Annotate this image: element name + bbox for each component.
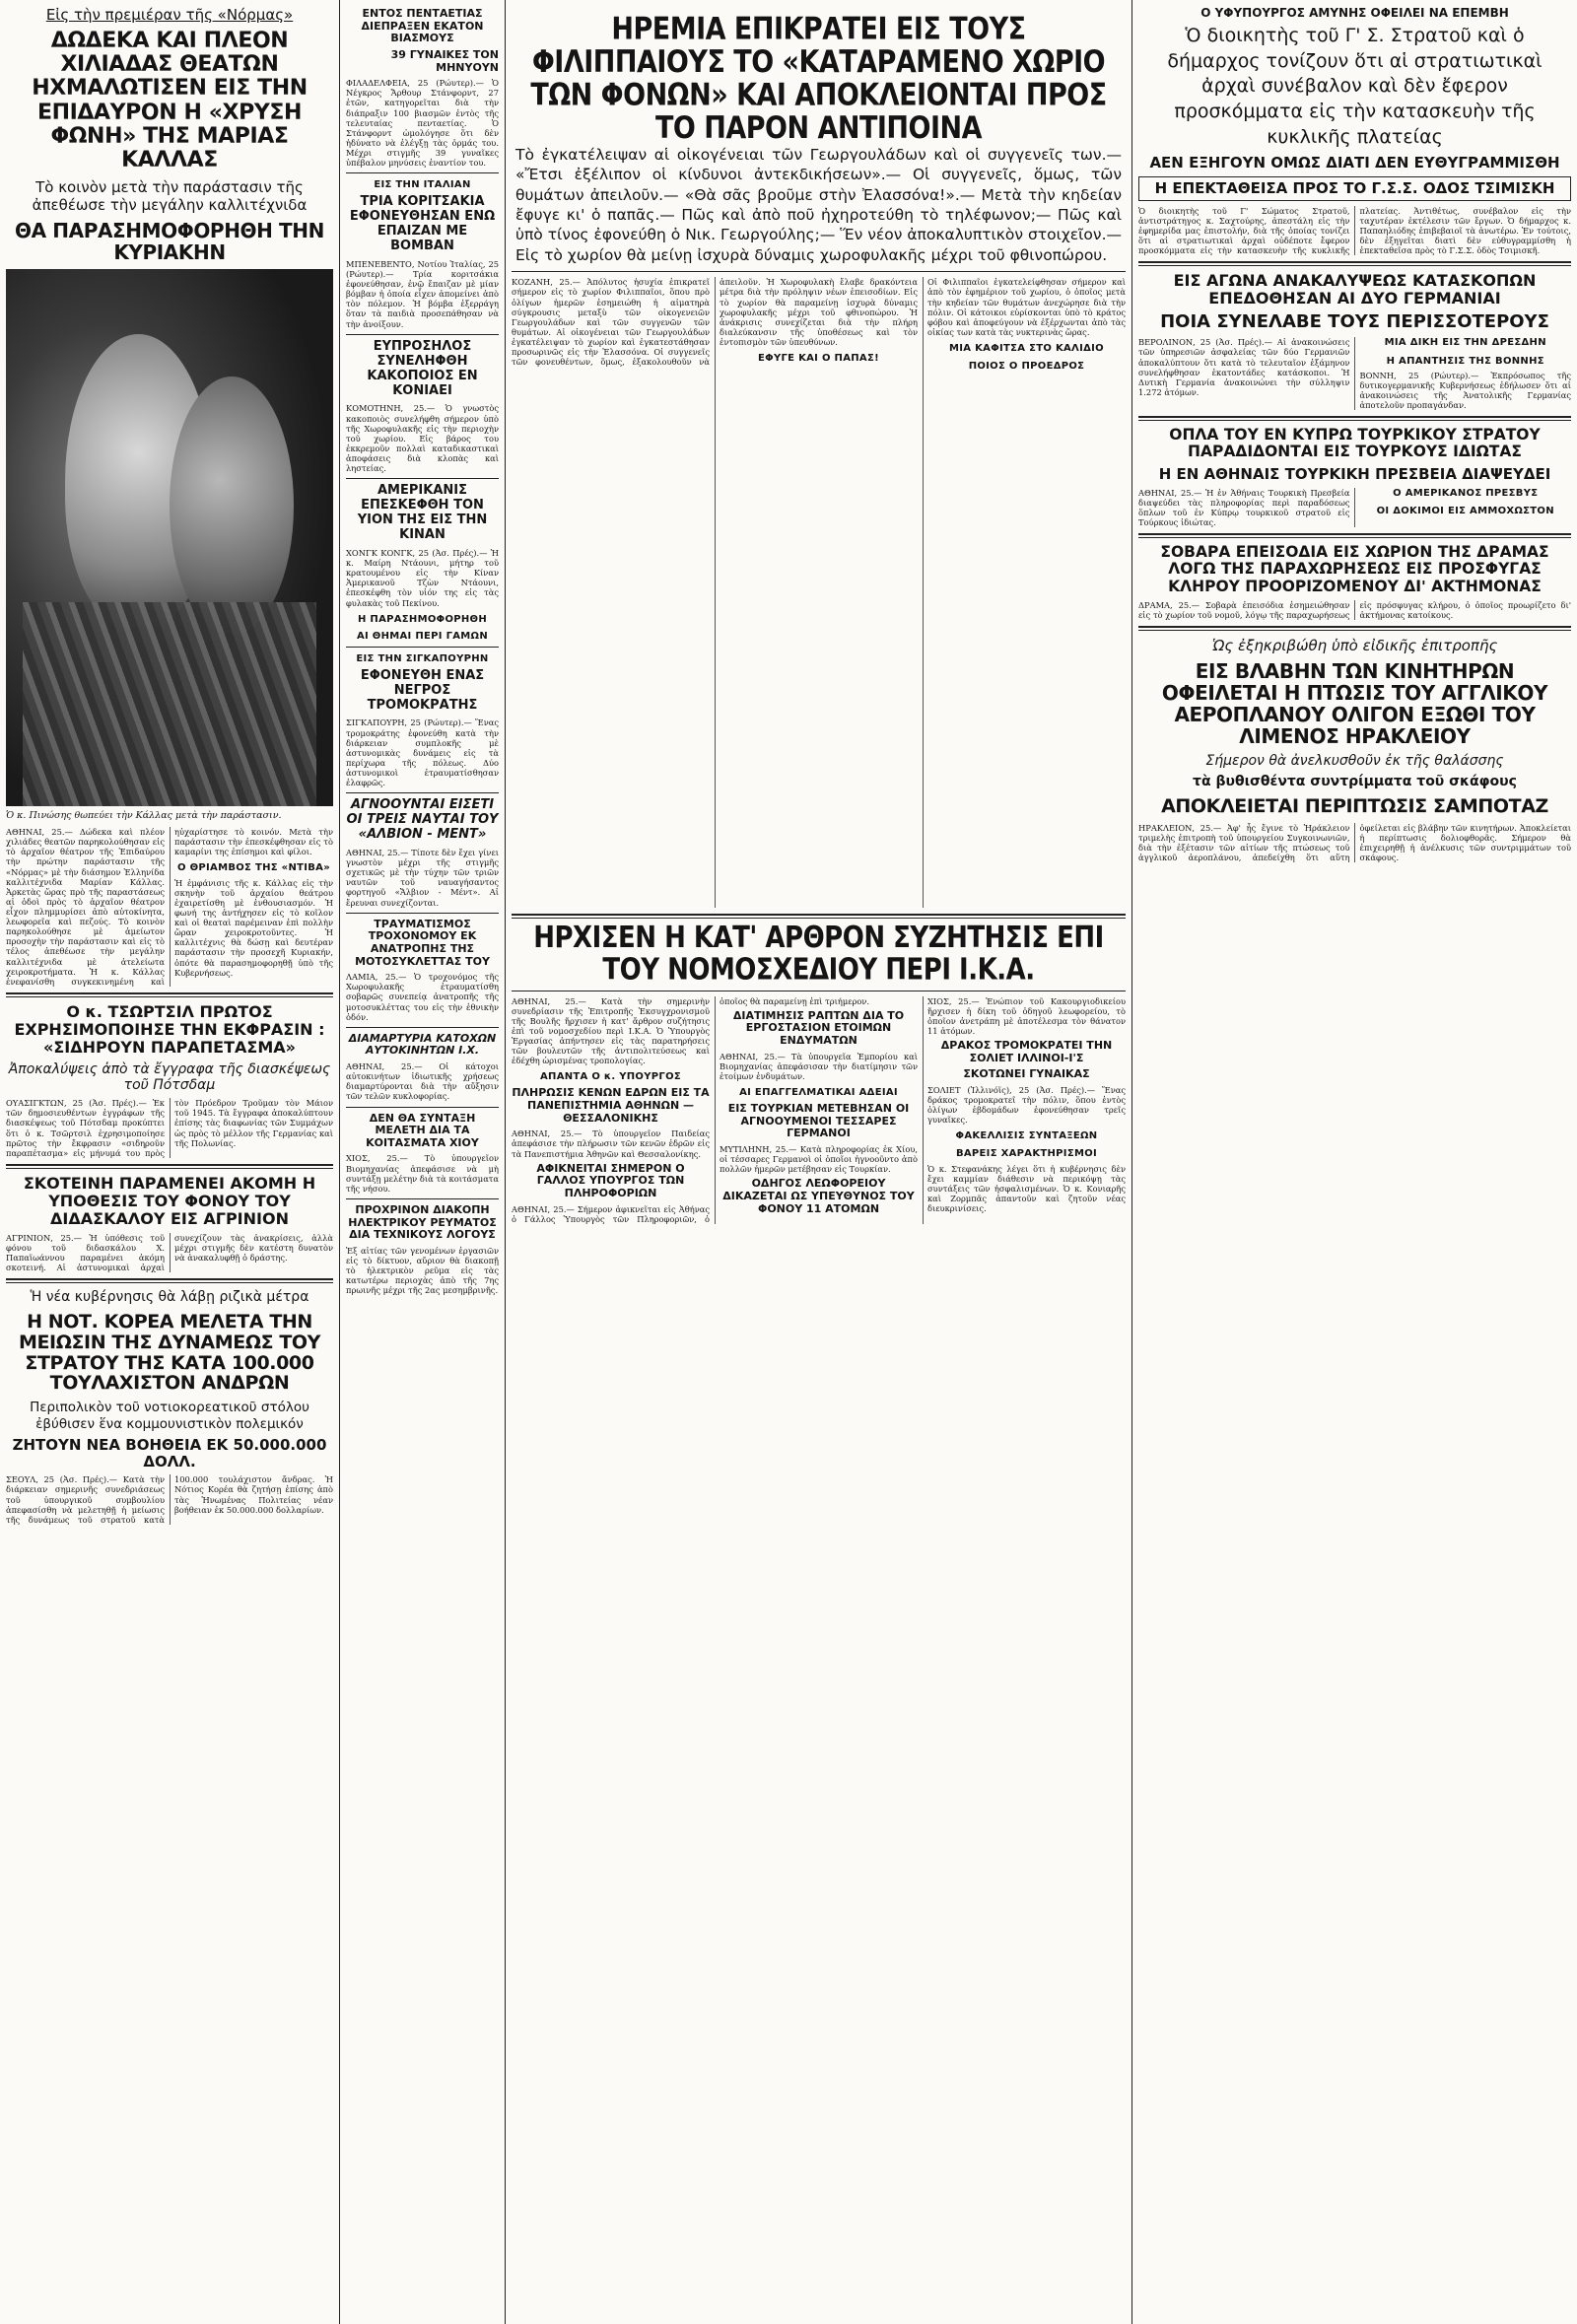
licenses-subhead: ΑΙ ΕΠΑΓΓΕΛΜΑΤΙΚΑΙ ΑΔΕΙΑΙ <box>739 1086 898 1098</box>
korea-deck: Περιπολικὸν τοῦ νοτιοκορεατικοῦ στόλου ἐβύθισεν ἕνα κομμουνιστικὸν πολεμικόν <box>30 1400 309 1432</box>
divider <box>512 271 1126 272</box>
rape-body: ΦΙΛΑΔΕΛΦΕΙΑ, 25 (Ρώυτερ).— Ὁ Νέγκρος Ἄρθουρ Στάνφορντ, 27 ἐτῶν, κατηγορεῖται διὰ τὴν διάπραξιν 100 βιασμῶν ἐντὸς τῆς τελευταίας πενταετίας. Ὁ Στάνφορντ ὡμολόγησε ὅτι δὲν ἠδύνατο νὰ ἐλέγξῃ τὰς ὁρμάς του. Μέχρι στιγμῆς 39 γυναῖκες ὑπέβαλον μηνύσεις ἐναντίον του. <box>346 78 499 169</box>
philippaioi-body: ΚΟΖΑΝΗ, 25.— Ἀπόλυτος ἡσυχία ἐπικρατεῖ σήμερον εἰς τὸ χωρίον Φιλιππαῖοι, ὅπου πρὸ ὀλίγων ἡμερῶν ἐσημειώθη ἡ αἱματηρὰ σύγκρουσις μεταξὺ τῶν οἰκογενειῶν Γεωργουλάδων καὶ τῶν συγγενῶν τῶν θυμάτων. Αἱ οἰκογένειαι τῶν Γεωργουλάδων ἐγκατέλειψαν τὸ χωρίον καὶ ἐγκατεστάθησαν προσωρινῶς εἰς τὴν Ἐλασσόνα. Οἱ συγγενεῖς τῶν φονευθέντων, ὅμως, ἐξακολουθοῦν νὰ ἀπειλοῦν. Ἡ Χωροφυλακὴ ἔλαβε δρακόντεια μέτρα διὰ τὴν πρόληψιν νέων ἐπεισοδίων. Εἰς τὸ χωρίον θὰ παραμείνῃ ἰσχυρὰ δύναμις χωροφυλακῆς μέχρι τοῦ φθινοπώρου. Ἡ ἀνάκρισις συνεχίζεται διὰ τὴν πλήρη διαλεύκανσιν τῆς ὑποθέσεως καὶ τὸν ἐντοπισμὸν τῶν ὑπευθύνων. <box>512 277 918 368</box>
defense-kicker: Ο ΥΦΥΠΟΥΡΓΟΣ ΑΜΥΝΗΣ ΟΦΕΙΛΕΙ ΝΑ ΕΠΕΜΒΗ <box>1200 6 1509 20</box>
divider <box>6 1278 333 1283</box>
drama-body: ΔΡΑΜΑ, 25.— Σοβαρὰ ἐπεισόδια ἐσημειώθησαν εἰς τὸ χωρίον τοῦ νομοῦ, λόγῳ τῆς παραχωρήσεως εἰς πρόσφυγας κλήρου, ὁ ὁποῖος προωρίζετο δι' ἀκτήμονας κατοίκους. <box>1138 600 1571 621</box>
philippaioi-article <box>512 277 1126 908</box>
plane-headline: ΕΙΣ ΒΛΑΒΗΝ ΤΩΝ ΚΙΝΗΤΗΡΩΝ ΟΦΕΙΛΕΤΑΙ Η ΠΤΩΣΙΣ ΤΟΥ ΑΓΓΛΙΚΟΥ ΑΕΡΟΠΛΑΝΟΥ ΟΛΙΓΟΝ ΕΞΩΘΙ ΤΟΥ ΛΙΜΕΝΟΣ ΗΡΑΚΛΕΙΟΥ <box>1161 659 1548 749</box>
tsimiski-article <box>1138 206 1571 256</box>
agrinion-body: ΑΓΡΙΝΙΟΝ, 25.— Ἡ ὑπόθεσις τοῦ φόνου τοῦ διδασκάλου Χ. Παπαϊωάννου παραμένει ἀκόμη σκοτεινή. Αἱ ἀστυνομικαὶ ἀρχαὶ συνεχίζουν τὰς ἀνακρίσεις, ἀλλὰ μέχρι στιγμῆς δὲν κατέστη δυνατὸν νὰ ἀνακαλυφθῇ ὁ δράστης. <box>6 1232 333 1272</box>
ika-article <box>512 996 1126 1224</box>
photo-figure-man <box>170 376 294 635</box>
divider <box>1138 416 1571 421</box>
divider <box>512 914 1126 919</box>
divider <box>346 334 499 335</box>
agrinion-headline: ΣΚΟΤΕΙΝΗ ΠΑΡΑΜΕΝΕΙ ΑΚΟΜΗ Η ΥΠΟΘΕΣΙΣ ΤΟΥ ΦΟΝΟΥ ΤΟΥ ΔΙΔΑΣΚΑΛΟΥ ΕΙΣ ΑΓΡΙΝΙΟΝ <box>23 1173 316 1228</box>
priest-subhead: ΕΦΥΓΕ ΚΑΙ Ο ΠΑΠΑΣ! <box>758 353 879 365</box>
churchill-deck: Ἀποκαλύψεις ἀπὸ τὰ ἔγγραφα τῆς διασκέψεως τοῦ Πότσδαμ <box>8 1060 331 1094</box>
spies-headline-2: ΠΟΙΑ ΣΥΝΕΛΑΒΕ ΤΟΥΣ ΠΕΡΙΣΣΟΤΕΡΟΥΣ <box>1160 311 1549 333</box>
churchill-body: ΟΥΑΣΙΓΚΤΩΝ, 25 (Ἀσ. Πρές).— Ἐκ τῶν δημοσιευθέντων ἐγγράφων τῆς διασκέψεως τοῦ Πότσδαμ προκύπτει ὅτι ὁ κ. Τσῶρτσιλ ἐχρησιμοποίησε πρῶτος τὴν ἔκφρασιν «σιδηροῦν παραπέτασμα» εἰς μήνυμά του πρὸς τὸν Πρόεδρον Τροῦμαν τὸν Μάιον τοῦ 1945. Τὰ ἔγγραφα ἀποκαλύπτουν ἐπίσης τὰς διαφωνίας τῶν Συμμάχων ὡς πρὸς τὸ μέλλον τῆς Γερμανίας καὶ τῆς Πολωνίας. <box>6 1098 333 1158</box>
french-minister-headline: ΑΦΙΚΝΕΙΤΑΙ ΣΗΜΕΡΟΝ Ο ΓΑΛΛΟΣ ΥΠΟΥΡΓΟΣ ΤΩΝ ΠΛΗΡΟΦΟΡΙΩΝ <box>536 1161 685 1199</box>
traffic-body: ΛΑΜΙΑ, 25.— Ὁ τροχονόμος τῆς Χωροφυλακῆς ἐτραυματίσθη σοβαρῶς συνεπείᾳ ἀνατροπῆς τῆς μοτοσυκλέττας του εἰς τὴν ἐθνικὴν ὁδόν. <box>346 972 499 1022</box>
drama-article <box>1138 600 1571 620</box>
cyprus-article <box>1138 488 1571 527</box>
tsimiski-headline: ΑΕΝ ΕΞΗΓΟΥΝ ΟΜΩΣ ΔΙΑΤΙ ΔΕΝ ΕΥΘΥΓΡΑΜΜΙΣΘΗ <box>1149 154 1560 172</box>
korea-aid-headline: ΖΗΤΟΥΝ ΝΕΑ ΒΟΗΘΕΙΑ ΕΚ 50.000.000 ΔΟΛΛ. <box>12 1435 327 1470</box>
divider <box>346 1198 499 1199</box>
plane-kicker: Ὡς ἐξηκριβώθη ὑπὸ εἰδικῆς ἐπιτροπῆς <box>1211 637 1498 655</box>
car-owners-body: ΑΘΗΝΑΙ, 25.— Οἱ κάτοχοι αὐτοκινήτων ἰδιωτικῆς χρήσεως διαμαρτύρονται διὰ τὴν αὔξησιν τῶν τελῶν κυκλοφορίας. <box>346 1061 499 1102</box>
divider <box>1138 533 1571 538</box>
characterizations-subhead: ΒΑΡΕΙΣ ΧΑΡΑΚΤΗΡΙΣΜΟΙ <box>955 1148 1098 1160</box>
churchill-headline: Ο κ. ΤΣΩΡΤΣΙΛ ΠΡΩΤΟΣ ΕΧΡΗΣΙΜΟΠΟΙΗΣΕ ΤΗΝ ΕΚΦΡΑΣΙΝ : «ΣΙΔΗΡΟΥΝ ΠΑΡΑΠΕΤΑΣΜΑ» <box>14 1001 325 1057</box>
chios-body: ΧΙΟΣ, 25.— Τὸ ὑπουργεῖον Βιομηχανίας ἀπεφάσισε νὰ μὴ συντάξῃ μελέτην διὰ τὰ κοιτάσματα τῆς νήσου. <box>346 1153 499 1194</box>
agrinion-article <box>6 1233 333 1272</box>
philippaioi-body-2: Οἱ Φιλιππαῖοι ἐγκατελείφθησαν σήμερον καὶ ἀπὸ τὸν ἐφημέριον τοῦ χωρίου, ὁ ὁποῖος μετὰ τὴν κηδείαν τῶν θυμάτων ἀνεχώρησε διὰ τὴν πόλιν. Οἱ κάτοικοι εὑρίσκονται ὑπὸ τὸ κράτος φόβου καὶ ἀποφεύγουν νὰ ἐξέρχωνται ἀπὸ τὰς οἰκίας των κατὰ τὰς νυκτερινὰς ὥρας. <box>927 277 1126 337</box>
singapore-headline: ΕΦΟΝΕΥΘΗ ΕΝΑΣ ΝΕΓΡΟΣ ΤΡΟΜΟΚΡΑΤΗΣ <box>360 667 485 713</box>
plane-body: ΗΡΑΚΛΕΙΟΝ, 25.— Ἀφ' ἧς ἔγινε τὸ Ἡράκλειον τριμελὴς ἐπιτροπὴ τοῦ ὑπουργείου Συγκοινωνιῶν, διὰ τὴν ἐξέτασιν τῶν αἰτίων τῆς πτώσεως τοῦ ἀγγλικοῦ ἀεροπλάνου, ἀπεδείχθη ὅτι αὕτη ὀφείλεται εἰς βλάβην τῶν κινητήρων. Ἀποκλείεται ἡ περίπτωσις δολιοφθορᾶς. Σήμερον θὰ ἐπιχειρηθῇ ἡ ἀνέλκυσις τῶν συντριμμάτων τοῦ σκάφους. <box>1138 822 1571 863</box>
plane-deck-2: τὰ βυθισθέντα συντρίμματα τοῦ σκάφους <box>1193 774 1517 790</box>
minister-subhead: ΑΠΑΝΤΑ Ο κ. ΥΠΟΥΡΓΟΣ <box>539 1071 681 1083</box>
french-minister-body: ΑΘΗΝΑΙ, 25.— Σήμερον ἀφικνεῖται εἰς Ἀθήνας ὁ Γάλλος Ὑπουργὸς τῶν Πληροφοριῶν, ὁ ὁποῖος θὰ παραμείνῃ ἐπὶ τριήμερον. <box>512 995 870 1224</box>
churchill-article <box>6 1098 333 1158</box>
italy-kicker: ΕΙΣ ΤΗΝ ΙΤΑΛΙΑΝ <box>374 179 471 191</box>
italy-headline: ΤΡΙΑ ΚΟΡΙΤΣΑΚΙΑ ΕΦΟΝΕΥΘΗΣΑΝ ΕΝΩ ΕΠΑΙΖΑΝ ΜΕ ΒΟΜΒΑΝ <box>349 194 496 253</box>
criminal-headline: ΕΥΠΡΟΣΗΛΟΣ ΣΥΝΕΛΗΦΘΗ ΚΑΚΟΠΟΙΟΣ ΕΝ ΚΟΝΙΑΕΙ <box>367 338 478 398</box>
tsimiski-body: Ὁ διοικητὴς τοῦ Γ' Σώματος Στρατοῦ, ἀντιστράτηγος κ. Σαχτούρης, ἀπεστάλη εἰς τὴν ἐφημερίδα μας ἐπιστολήν, διὰ τῆς ὁποίας τονίζει ὅτι αἱ στρατιωτικαὶ ἀρχαὶ οὐδέποτε ἔφερον προσκόμματα εἰς τὴν κατασκευὴν τῆς κυκλικῆς πλατείας. Ἀντιθέτως, συνέβαλον εἰς τὴν ταχυτέραν ἐκτέλεσιν τῶν ἔργων. Ὁ δήμαρχος κ. Παπαηλιόδης ἐπιβεβαιοῖ τὰ ἀνωτέρω. Ἐν τούτοις, δὲν ἐξηγεῖται διατὶ δὲν εὐθυγραμμίσθη ἡ ἐπεκταθεῖσα πρὸς τὸ Γ.Σ.Σ. ὁδὸς Τσιμισκῆ. <box>1138 205 1571 256</box>
cyprus-headline: ΟΠΛΑ ΤΟΥ ΕΝ ΚΥΠΡΩ ΤΟΥΡΚΙΚΟΥ ΣΤΡΑΤΟΥ ΠΑΡΑΔΙΔΟΝΤΑΙ ΕΙΣ ΤΟΥΡΚΟΥΣ ΙΔΙΩΤΑΣ <box>1169 426 1541 461</box>
divider <box>346 1027 499 1028</box>
sailors-body: ΑΘΗΝΑΙ, 25.— Τίποτε δὲν ἔχει γίνει γνωστὸν μέχρι τῆς στιγμῆς σχετικῶς μὲ τὴν τύχην τῶν τριῶν ναυτῶν τοῦ ναυαγήσαντος φορτηγοῦ «Ἄλβιον - Μέντ». Αἱ ἔρευναι συνεχίζονται. <box>346 848 499 908</box>
characterizations-body: Ὁ κ. Στεφανάκης λέγει ὅτι ἡ κυβέρνησις δὲν ἔχει καμμίαν διάθεσιν νὰ περικόψῃ τὰς συντάξεις τῶν ἠσφαλισμένων. Ὁ κ. Κονιαρῆς καὶ Ζορμπᾶς ἀπαντοῦν καὶ ζητοῦν νέας διευκρινίσεις. <box>927 1163 1126 1214</box>
plane-deck: Σήμερον θὰ ἀνελκυσθοῦν ἐκ τῆς θαλάσσης <box>1205 753 1504 770</box>
photo-caption: Ὁ κ. Πινώσης θωπεύει τὴν Κάλλας μετὰ τὴν παράστασιν. <box>6 810 282 822</box>
university-body: ΑΘΗΝΑΙ, 25.— Τὸ ὑπουργεῖον Παιδείας ἀπεφάσισε τὴν πλήρωσιν τῶν κενῶν ἑδρῶν εἰς τὰ Πανεπιστήμια Ἀθηνῶν καὶ Θεσσαλονίκης. <box>512 1128 710 1159</box>
korea-body: ΣΕΟΥΛ, 25 (Ἀσ. Πρές).— Κατὰ τὴν διάρκειαν σημερινῆς συνεδριάσεως τοῦ ὑπουργικοῦ συμβουλίου ἀπεφασίσθη νὰ μελετηθῇ ἡ μείωσις τῆς δυνάμεως τοῦ στρατοῦ κατὰ 100.000 τουλάχιστον ἄνδρας. Ἡ Νότιος Κορέα θὰ ζητήσῃ ἐπίσης ἀπὸ τὰς Ἡνωμένας Πολιτείας νέαν βοήθειαν ἐκ 50.000.000 δολλαρίων. <box>6 1474 333 1525</box>
korea-headline: Η ΝΟΤ. ΚΟΡΕΑ ΜΕΛΕΤΑ ΤΗΝ ΜΕΙΩΣΙΝ ΤΗΣ ΔΥΝΑΜΕΩΣ ΤΟΥ ΣΤΡΑΤΟΥ ΤΗΣ ΚΑΤΑ 100.000 ΤΟΥΛΑΧΙΣΤΟΝ ΑΝΔΡΩΝ <box>18 1310 321 1395</box>
singapore-kicker: ΕΙΣ ΤΗΝ ΣΙΓΚΑΠΟΥΡΗΝ <box>356 652 489 664</box>
kafitsa-subhead: ΜΙΑ ΚΑΦΙΤΣΑ ΣΤΟ ΚΑΛΙΔΙΟ <box>949 343 1104 354</box>
triumph-subhead: Ο ΘΡΙΑΜΒΟΣ ΤΗΣ «ΝΤΙΒΑ» <box>177 862 330 874</box>
korea-kicker: Ἡ νέα κυβέρνησις θὰ λάβῃ ριζικὰ μέτρα <box>30 1289 309 1305</box>
photo-background <box>23 602 317 806</box>
american-body: ΧΟΝΓΚ ΚΟΝΓΚ, 25 (Ἀσ. Πρές).— Ἡ κ. Μαίρη Ντάουνι, μήτηρ τοῦ κρατουμένου εἰς τὴν Κίναν Ἀμερικανοῦ Τζὼν Ντάουνι, ἐπεσκέφθη τὸν υἱόν της εἰς τὰς φυλακὰς τοῦ Πεκίνου. <box>346 547 499 608</box>
american-headline: ΑΜΕΡΙΚΑΝΙΣ ΕΠΕΣΚΕΦΘΗ ΤΟΝ ΥΙΟΝ ΤΗΣ ΕΙΣ ΤΗΝ ΚΙΝΑΝ <box>357 483 488 543</box>
korea-article <box>6 1474 333 1525</box>
university-headline: ΠΛΗΡΩΣΙΣ ΚΕΝΩΝ ΕΔΡΩΝ ΕΙΣ ΤΑ ΠΑΝΕΠΙΣΤΗΜΙΑ ΑΘΗΝΩΝ — ΘΕΣΣΑΛΟΝΙΚΗΣ <box>512 1086 710 1125</box>
ika-headline: ΗΡΧΙΣΕΝ Η ΚΑΤ' ΑΡΘΡΟΝ ΣΥΖΗΤΗΣΙΣ ΕΠΙ ΤΟΥ ΝΟΜΟΣΧΕΔΙΟΥ ΠΕΡΙ Ι.Κ.Α. <box>533 921 1104 988</box>
drama-headline: ΣΟΒΑΡΑ ΕΠΕΙΣΟΔΙΑ ΕΙΣ ΧΩΡΙΟΝ ΤΗΣ ΔΡΑΜΑΣ ΛΟΓΩ ΤΗΣ ΠΑΡΑΧΩΡΗΣΕΩΣ ΕΙΣ ΠΡΟΣΦΥΓΑΣ ΚΛΗΡΟΥ ΠΡΟΟΡΙΖΟΜΕΝΟΥ ΔΙ' ΑΚΤΗΜΟΝΑΣ <box>1160 543 1549 595</box>
joliet-body: ΣΟΛΙΕΤ (Ἰλλινόϊς), 25 (Ἀσ. Πρές).— Ἕνας δράκος τρομοκρατεῖ τὴν πόλιν, ὅπου ἐντὸς ὀλίγων ἑβδομάδων ἐφονεύθησαν τρεῖς γυναῖκες. <box>927 1084 1126 1126</box>
tsimiski-headline-2: Η ΕΠΕΚΤΑΘΕΙΣΑ ΠΡΟΣ ΤΟ Γ.Σ.Σ. ΟΔΟΣ ΤΣΙΜΙΣΚΗ <box>1138 176 1571 201</box>
power-cut-body: Ἐξ αἰτίας τῶν γενομένων ἐργασιῶν εἰς τὸ δίκτυον, αὔριον θὰ διακοπῇ τὸ ἠλεκτρικὸν ρεῦμα εἰς τὰς κατωτέρω περιοχὰς ἀπὸ τῆς 7ης πρωινῆς μέχρι τῆς 2ας μεσημβρινῆς. <box>346 1245 499 1296</box>
bonn-body: ΒΟΝΝΗ, 25 (Ρώυτερ).— Ἐκπρόσωπος τῆς δυτικογερμανικῆς Κυβερνήσεως ἐδήλωσεν ὅτι αἱ ἀνακοινώσεις τῆς Ἀνατολικῆς Γερμανίας ἀποτελοῦν προπαγάνδαν. <box>1359 370 1571 411</box>
kallas-body: ΑΘΗΝΑΙ, 25.— Δώδεκα καὶ πλέον χιλιάδες θεατῶν παρηκολούθησαν εἰς τὸ ἀρχαῖον θέατρον τῆς Ἐπιδαύρου τὴν πρώτην παράστασιν τῆς «Νόρμας» μὲ τὴν διάσημον Ἑλληνίδα καλλιτέχνιδα Μαρίαν Κάλλας. Ἀρκετὰς ὥρας πρὸ τῆς παραστάσεως αἱ ὁδοὶ πρὸς τὸ ἀρχαῖον θέατρον εἶχον πλημμυρίσει ἀπὸ αὐτοκίνητα, λεωφορεῖα καὶ πεζούς. Τὸ κοινὸν παρηκολούθησε μὲ ἀμείωτον προσοχὴν τὴν παράστασιν καὶ εἰς τὸ τέλος ἀπεθέωσε τὴν μεγάλην καλλιτέχνιδα μὲ ἀτελείωτα χειροκροτήματα. Ἡ κ. Κάλλας ἐνεφανίσθη συγκεκινημένη καὶ ηὐχαρίστησε τὸ κοινόν. Μετὰ τὴν παράστασιν τὴν ἐπεσκέφθησαν εἰς τὸ καμαρίνι της ἐπίσημοι καὶ φίλοι. <box>6 827 333 987</box>
spies-headline: ΕΙΣ ΑΓΩΝΑ ΑΝΑΚΑΛΥΨΕΩΣ ΚΑΤΑΣΚΟΠΩΝ ΕΠΕΔΟΘΗΣΑΝ ΑΙ ΔΥΟ ΓΕΡΜΑΝΙΑΙ <box>1173 271 1537 308</box>
cyprus-headline-2: Η ΕΝ ΑΘΗΝΑΙΣ ΤΟΥΡΚΙΚΗ ΠΡΕΣΒΕΙΑ ΔΙΑΨΕΥΔΕΙ <box>1158 464 1551 483</box>
column-4 <box>1132 0 1577 2324</box>
kallas-article <box>6 827 333 987</box>
divider <box>346 478 499 479</box>
divider <box>346 913 499 914</box>
decoration-headline: ΘΑ ΠΑΡΑΣΗΜΟΦΟΡΗΘΗ ΤΗΝ ΚΥΡΙΑΚΗΝ <box>15 219 324 265</box>
spies-article <box>1138 337 1571 410</box>
singapore-body: ΣΙΓΚΑΠΟΥΡΗ, 25 (Ρώυτερ).— Ἕνας τρομοκράτης ἐφονεύθη κατὰ τὴν διάρκειαν συμπλοκῆς μὲ ἀστυνομικὰς δυνάμεις εἰς τὰ περίχωρα τῆς πόλεως. Δύο ἀστυνομικοὶ ἐτραυματίσθησαν ἐλαφρῶς. <box>346 718 499 788</box>
cyprus-body: ΑΘΗΝΑΙ, 25.— Ἡ ἐν Ἀθήναις Τουρκικὴ Πρεσβεία διαψεύδει τὰς πληροφορίας περὶ παραδόσεως ὅπλων τοῦ ἐν Κύπρῳ τουρκικοῦ στρατοῦ εἰς Τούρκους ἰδιώτας. <box>1138 487 1350 527</box>
kallas-photo <box>6 269 333 806</box>
power-cut-headline: ΠΡΟΧΡΙΝΟΝ ΔΙΑΚΟΠΗ ΗΛΕΚΤΡΙΚΟΥ ΡΕΥΜΑΤΟΣ ΔΙΑ ΤΕΧΝΙΚΟΥΣ ΛΟΓΟΥΣ <box>348 1202 497 1242</box>
divider <box>346 172 499 173</box>
column-1 <box>0 0 339 2324</box>
criminal-body: ΚΟΜΟΤΗΝΗ, 25.— Ὁ γνωστὸς κακοποιὸς συνελήφθη σήμερον ὑπὸ τῆς Χωροφυλακῆς εἰς τὴν περιοχὴν τοῦ χωρίου. Εἰς βάρος του ἐκκρεμοῦν πολλαὶ καταδικαστικαὶ ἀποφάσεις διὰ κλοπὰς καὶ ληστείας. <box>346 403 499 474</box>
ika-body: ΑΘΗΝΑΙ, 25.— Κατὰ τὴν σημερινὴν συνεδρίασιν τῆς Ἐπιτροπῆς Ἐκσυγχρονισμοῦ τῆς Βουλῆς ἤρχισεν ἡ κατ' ἄρθρον συζήτησις ἐπὶ τοῦ νομοσχεδίου περὶ Ι.Κ.Α. Ὁ Ὑπουργὸς Ἐργασίας ἀπήντησεν εἰς τὰς παρατηρήσεις τῶν βουλευτῶν τῆς ἀντιπολιτεύσεως καὶ ἐδέχθη ὡρισμένας τροπολογίας. <box>512 995 710 1066</box>
tsimiski-deck: Ὁ διοικητὴς τοῦ Γ' Σ. Στρατοῦ καὶ ὁ δήμαρχος τονίζουν ὅτι αἱ στρατιωτικαὶ ἀρχαὶ συνέβαλον καὶ δὲν ἔφερον προσκόμματα εἰς τὴν κατασκευὴν τῆς κυκλικῆς πλατείας <box>1167 25 1543 148</box>
philippaioi-headline: ΗΡΕΜΙΑ ΕΠΙΚΡΑΤΕΙ ΕΙΣ ΤΟΥΣ ΦΙΛΙΠΠΑΙΟΥΣ ΤΟ «ΚΑΤΑΡΑΜΕΝΟ ΧΩΡΙΟ ΤΩΝ ΦΟΝΩΝ» ΚΑΙ ΑΠΟΚΛΕΙΟΝΤΑΙ ΠΡΟΣ ΤΟ ΠΑΡΟΝ ΑΝΤΙΠΟΙΝΑ <box>530 12 1107 147</box>
bus-driver-headline: ΟΔΗΓΟΣ ΛΕΩΦΟΡΕΙΟΥ ΔΙΚΑΖΕΤΑΙ ΩΣ ΥΠΕΥΘΥΝΟΣ ΤΟΥ ΦΟΝΟΥ 11 ΑΤΟΜΩΝ <box>722 1177 915 1215</box>
marriage-subhead: ΑΙ ΘΗΜΑΙ ΠΕΡΙ ΓΑΜΩΝ <box>356 630 489 642</box>
divider <box>6 992 333 997</box>
ambassador-subhead: Ο ΑΜΕΡΙΚΑΝΟΣ ΠΡΕΣΒΥΣ <box>1393 487 1539 499</box>
divider <box>6 1164 333 1169</box>
traffic-headline: ΤΡΑΥΜΑΤΙΣΜΟΣ ΤΡΟΧΟΝΟΜΟΥ ΕΚ ΑΝΑΤΡΟΠΗΣ ΤΗΣ ΜΟΤΟΣΥΚΛΕΤΤΑΣ ΤΟΥ <box>355 917 490 968</box>
divider <box>346 792 499 793</box>
rape-headline: ΕΝΤΟΣ ΠΕΝΤΑΕΤΙΑΣ ΔΙΕΠΡΑΞΕΝ ΕΚΑΤΟΝ ΒΙΑΣΜΟΥΣ <box>361 7 484 45</box>
divider <box>346 647 499 648</box>
joliet-headline-2: ΣΚΟΤΩΝΕΙ ΓΥΝΑΙΚΑΣ <box>963 1067 1090 1081</box>
nozma-kicker: Εἰς τὴν πρεμιέραν τῆς «Νόρμας» <box>45 6 294 24</box>
pensions-subhead: ΦΑΚΕΛΛΙΣΙΣ ΣΥΝΤΑΞΕΩΝ <box>955 1130 1098 1142</box>
chios-headline: ΔΕΝ ΘΑ ΣΥΝΤΑΞΗ ΜΕΛΕΤΗ ΔΙΑ ΤΑ ΚΟΙΤΑΣΜΑΤΑ ΧΙΟΥ <box>366 1111 479 1149</box>
tailors-headline: ΔΙΑΤΙΜΗΣΙΣ ΡΑΠΤΩΝ ΔΙΑ ΤΟ ΕΡΓΟΣΤΑΣΙΟΝ ΕΤΟΙΜΩΝ ΕΝΔΥΜΑΤΩΝ <box>732 1008 905 1047</box>
kallas-deck: Τὸ κοινὸν μετὰ τὴν παράστασιν τῆς ἀπεθέωσε τὴν μεγάλην καλλιτέχνιδα <box>32 178 308 215</box>
italy-body: ΜΠΕΝΕΒΕΝΤΟ, Νοτίου Ἰταλίας, 25 (Ρώυτερ).— Τρία κοριτσάκια ἐφονεύθησαν, ἐνῷ ἔπαιζαν μὲ μίαν βόμβαν ἡ ὁποία εἶχεν ἀπομείνει ἀπὸ τὸν πόλεμον. Ἡ βόμβα ἐξερράγη ὅταν τὰ παιδιὰ προσεπάθησαν νὰ τὴν ἀνοίξουν. <box>346 258 499 329</box>
rape-subhead: 39 ΓΥΝΑΙΚΕΣ ΤΟΝ ΜΗΝΥΟΥΝ <box>390 47 499 74</box>
car-owners-headline: ΔΙΑΜΑΡΤΥΡΙΑ ΚΑΤΟΧΩΝ ΑΥΤΟΚΙΝΗΤΩΝ Ι.Χ. <box>348 1031 497 1058</box>
bonn-subhead: Η ΑΠΑΝΤΗΣΙΣ ΤΗΣ ΒΟΝΝΗΣ <box>1386 355 1544 367</box>
tailors-body: ΑΘΗΝΑΙ, 25.— Τὰ ὑπουργεῖα Ἐμπορίου καὶ Βιομηχανίας ἀπεφάσισαν τὴν διατίμησιν τῶν ἐτοίμων ἐνδυμάτων. <box>720 1051 918 1081</box>
sabotage-headline: ΑΠΟΚΛΕΙΕΤΑΙ ΠΕΡΙΠΤΩΣΙΣ ΣΑΜΠΟΤΑΖ <box>1161 794 1548 817</box>
column-2 <box>340 0 505 2324</box>
kallas-headline: ΔΩΔΕΚΑ ΚΑΙ ΠΛΕΟΝ ΧΙΛΙΑΔΑΣ ΘΕΑΤΩΝ ΗΧΜΑΛΩΤΙΣΕΝ ΕΙΣ ΤΗΝ ΕΠΙΔΑΥΡΟΝ Η «ΧΡΥΣΗ ΦΩΝΗ» ΤΗΣ ΜΑΡΙΑΣ ΚΑΛΛΑΣ <box>32 29 308 172</box>
germans-body: ΜΥΤΙΛΗΝΗ, 25.— Κατὰ πληροφορίας ἐκ Χίου, οἱ τέσσαρες Γερμανοὶ οἱ ὁποῖοι ἠγνοοῦντο ἀπὸ πολλῶν ἡμερῶν μετέβησαν εἰς Τουρκίαν. <box>720 1143 918 1175</box>
president-subhead: ΠΟΙΟΣ Ο ΠΡΟΕΔΡΟΣ <box>968 361 1085 373</box>
philippaioi-lede: Τὸ ἐγκατέλειψαν αἱ οἰκογένειαι τῶν Γεωργουλάδων καὶ οἱ συγγενεῖς των.— «Ἔτσι ἐξέλιπον οἱ κίνδυνοι ἀντεκδικήσεων».— Οἱ συγγενεῖς, ὅμως, τῶν θυμάτων ἀπειλοῦν.— «Θὰ σᾶς βροῦμε στὴν Ἐλασσόνα!».— Μετὰ τὴν κηδείαν ἔφυγε κι' ὁ παπᾶς.— Πῶς καὶ ἀπὸ ποῦ ἠχηροτεύθη τὸ τηλέφωνον;— Πῶς καὶ ὑπὸ τίνος ἐφονεύθη ὁ Νικ. Γεωργούλης;— Ἕν νέον ἀποκαλυπτικὸν στοιχεῖον.— Εἰς τὸ χωρίον θὰ μείνῃ ἰσχυρὰ δύναμις χωροφυλακῆς μέχρι τοῦ φθινοπώρου. <box>515 145 1122 264</box>
bus-driver-body: ΧΙΟΣ, 25.— Ἐνώπιον τοῦ Κακουργιοδικείου ἤρχισεν ἡ δίκη τοῦ ὁδηγοῦ λεωφορείου, τὸ ὁποῖον ἀνετράπη μὲ ἀποτέλεσμα τὸν θάνατον 11 ἀτόμων. <box>927 995 1126 1036</box>
dresden-subhead: ΜΙΑ ΔΙΚΗ ΕΙΣ ΤΗΝ ΔΡΕΣΔΗΝ <box>1384 337 1546 349</box>
kallas-body-2: Ἡ ἐμφάνισις τῆς κ. Κάλλας εἰς τὴν σκηνὴν τοῦ ἀρχαίου θεάτρου ἐχαιρετίσθη μὲ ἐνθουσιασμόν. Ἡ φωνή της ἀντήχησεν εἰς τὸ κοῖλον καὶ οἱ θεαταὶ παρέμειναν ἐπὶ πολλὴν ὥραν χειροκροτοῦντες. Ἡ καλλιτέχνις θὰ δώσῃ καὶ δευτέραν παράστασιν τὴν προσεχῆ Κυριακήν, ὁπότε θὰ παρασημοφορηθῇ ὑπὸ τῆς Κυβερνήσεως. <box>174 877 333 978</box>
divider <box>1138 626 1571 631</box>
divider <box>346 1107 499 1108</box>
divider <box>1138 261 1571 266</box>
spies-body: ΒΕΡΟΛΙΝΟΝ, 25 (Ἀσ. Πρές).— Αἱ ἀνακοινώσεις τῶν ὑπηρεσιῶν ἀσφαλείας τῶν δύο Γερμανιῶν ἀποκαλύπτουν ὅτι κατὰ τὸ τελευταῖον ἑξάμηνον συνελήφθησαν ἑκατοντάδες κατάσκοποι. Ἡ Δυτικὴ Γερμανία ἀνακοινώνει τὴν σύλληψιν 1.272 ἀτόμων. <box>1138 337 1350 397</box>
sailors-headline: ΑΓΝΟΟΥΝΤΑΙ ΕΙΣΕΤΙ ΟΙ ΤΡΕΙΣ ΝΑΥΤΑΙ ΤΟΥ «ΑΛΒΙΟΝ - ΜΕΝΤ» <box>346 797 499 843</box>
plane-article <box>1138 823 1571 862</box>
joliet-headline: ΔΡΑΚΟΣ ΤΡΟΜΟΚΡΑΤΕΙ ΤΗΝ ΣΟΛΙΕΤ ΙΛΛΙΝΟΙ-Ι'Σ <box>940 1038 1113 1064</box>
decorated-subhead: Η ΠΑΡΑΣΗΜΟΦΟΡΗΘΗ <box>357 613 488 625</box>
germans-headline: ΕΙΣ ΤΟΥΡΚΙΑΝ ΜΕΤΕΒΗΣΑΝ ΟΙ ΑΓΝΟΟΥΜΕΝΟΙ ΤΕΣΣΑΡΕΣ ΓΕΡΜΑΝΟΙ <box>727 1102 910 1140</box>
center-columns <box>506 0 1131 2324</box>
famagusta-subhead: ΟΙ ΔΟΚΙΜΟΙ ΕΙΣ ΑΜΜΟΧΩΣΤΟΝ <box>1376 505 1554 516</box>
